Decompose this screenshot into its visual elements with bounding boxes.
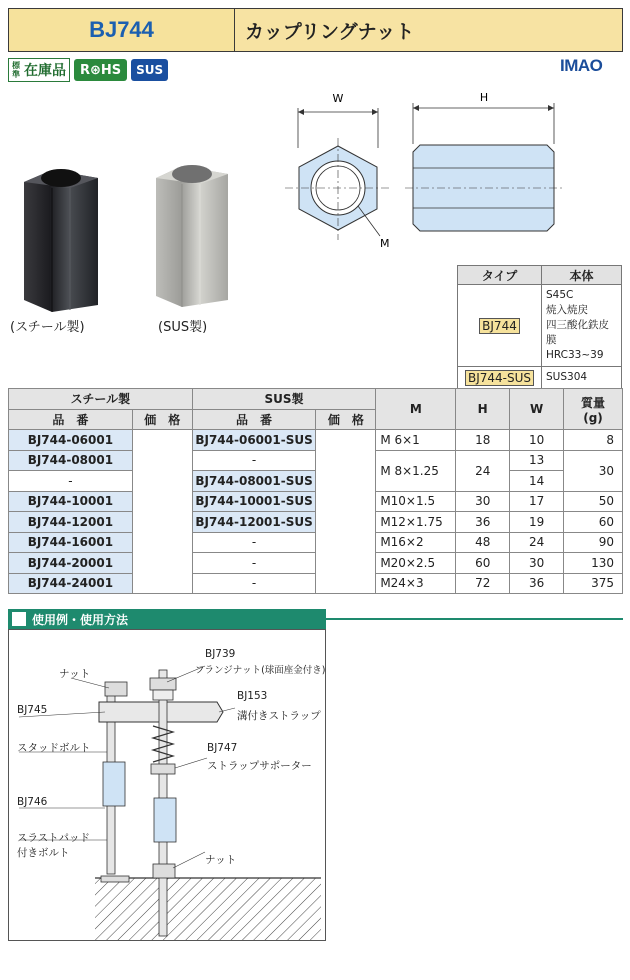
w-value: 36 (510, 573, 564, 594)
w-value: 10 (510, 430, 564, 451)
h-dim-label: H (479, 91, 489, 104)
h-value: 30 (456, 491, 510, 512)
steel-part: BJ744-24001 (9, 573, 133, 594)
col-part-steel: 品 番 (9, 409, 133, 430)
table-row (9, 450, 623, 471)
h-value: 72 (456, 573, 510, 594)
h-value: 18 (456, 430, 510, 451)
usage-diagram-box (8, 629, 326, 941)
m-value: M16×2 (376, 532, 456, 553)
table-row (9, 491, 623, 512)
steel-part: - (9, 471, 133, 492)
label-bj746: BJ746 (17, 796, 48, 808)
mass-unit: (g) (583, 410, 603, 425)
label-bj745: BJ745 (17, 704, 48, 716)
mass-value: 375 (564, 573, 623, 594)
label-nut-top: ナット (59, 668, 91, 680)
material-table (457, 265, 622, 389)
stock-badge-small: 標準 (12, 61, 20, 79)
w-value: 19 (510, 512, 564, 533)
spec-table (8, 388, 623, 594)
steel-part: BJ744-06001 (9, 430, 133, 451)
mass-value: 60 (564, 512, 623, 533)
group-steel-header: スチール製 (9, 389, 193, 410)
sus-part: - (192, 450, 316, 471)
material-type: BJ744 (479, 318, 520, 334)
steel-part: BJ744-12001 (9, 512, 133, 533)
label-thrust-pad-2: 付きボルト (17, 847, 70, 859)
mass-label: 質量 (581, 395, 606, 410)
material-body-line: 焼入焼戻 (546, 304, 588, 316)
m-value: M24×3 (376, 573, 456, 594)
m-value: M12×1.75 (376, 512, 456, 533)
label-bj747: BJ747 (207, 742, 238, 754)
hex-side-view (405, 103, 565, 231)
material-body-line: SUS304 (546, 371, 588, 383)
group-sus-header: SUS製 (192, 389, 376, 410)
w-value: 13 (510, 450, 564, 471)
material-body-line: HRC33~39 (546, 349, 604, 361)
sus-part: BJ744-10001-SUS (192, 491, 316, 512)
h-value: 60 (456, 553, 510, 574)
mass-value: 50 (564, 491, 623, 512)
col-part-sus: 品 番 (192, 409, 316, 430)
w-value: 14 (510, 471, 564, 492)
steel-price-cell (132, 430, 192, 594)
stock-badge-label: 在庫品 (24, 63, 66, 79)
brand-logo: IMAO (560, 56, 603, 75)
section-mark-icon (12, 612, 26, 626)
sus-part: - (192, 532, 316, 553)
sus-nut-photo (156, 165, 228, 307)
sus-part: BJ744-12001-SUS (192, 512, 316, 533)
col-price-sus: 価 格 (316, 409, 376, 430)
h-value: 24 (456, 450, 510, 491)
rohs-badge: R⊛HS (74, 59, 127, 81)
table-row (9, 532, 623, 553)
steel-nut-photo (24, 169, 98, 312)
m-value: M20×2.5 (376, 553, 456, 574)
material-body-line: S45C (546, 289, 574, 301)
steel-photo-label: (スチール製) (10, 320, 85, 335)
material-body-line: 四三酸化鉄皮膜 (546, 319, 609, 346)
col-w-header: W (510, 389, 564, 430)
usage-title-text: 使用例・使用方法 (32, 612, 129, 627)
m-value: M10×1.5 (376, 491, 456, 512)
label-thrust-pad-1: スラストパッド (17, 832, 90, 844)
material-header-body: 本体 (542, 266, 622, 285)
h-value: 36 (456, 512, 510, 533)
col-price-steel: 価 格 (132, 409, 192, 430)
sus-price-cell (316, 430, 376, 594)
label-strap: 溝付きストラップ (237, 710, 321, 722)
m-dim-label: M (380, 237, 390, 250)
label-flange-nut: フランジナット(球面座金付き) (195, 665, 326, 676)
col-m-header: M (376, 389, 456, 430)
stock-badge (8, 58, 70, 82)
m-value: M 8×1.25 (376, 450, 456, 491)
steel-part: BJ744-08001 (9, 450, 133, 471)
w-value: 30 (510, 553, 564, 574)
badge-row (8, 58, 168, 82)
table-row (9, 471, 623, 492)
label-strap-supporter: ストラップサポーター (207, 760, 312, 772)
table-row (9, 512, 623, 533)
h-value: 48 (456, 532, 510, 553)
product-photos (10, 140, 250, 315)
material-header-type: タイプ (458, 266, 542, 285)
usage-diagram (9, 630, 325, 940)
col-mass-header (564, 389, 623, 430)
product-name: カップリングナット (245, 20, 415, 43)
hex-front-view (285, 108, 391, 240)
steel-part: BJ744-16001 (9, 532, 133, 553)
label-bj153: BJ153 (237, 690, 268, 702)
product-code: BJ744 (9, 9, 235, 51)
dimension-drawing (280, 88, 625, 263)
material-type: BJ744-SUS (465, 370, 534, 386)
sus-photo-label: (SUS製) (158, 320, 208, 335)
w-value: 17 (510, 491, 564, 512)
w-dim-label: W (332, 92, 344, 105)
sus-part: BJ744-06001-SUS (192, 430, 316, 451)
steel-part: BJ744-10001 (9, 491, 133, 512)
label-bj739: BJ739 (205, 648, 236, 660)
mass-value: 130 (564, 553, 623, 574)
usage-rule (326, 618, 623, 620)
sus-part: - (192, 553, 316, 574)
table-row (9, 553, 623, 574)
table-row (9, 430, 623, 451)
col-h-header: H (456, 389, 510, 430)
label-nut-bottom: ナット (205, 854, 237, 866)
page-header (8, 8, 623, 52)
mass-value: 30 (564, 450, 623, 491)
m-value: M 6×1 (376, 430, 456, 451)
usage-section-title (8, 609, 326, 629)
sus-part: BJ744-08001-SUS (192, 471, 316, 492)
w-value: 24 (510, 532, 564, 553)
mass-value: 8 (564, 430, 623, 451)
label-stud-bolt: スタッドボルト (17, 742, 91, 754)
table-row (9, 573, 623, 594)
mass-value: 90 (564, 532, 623, 553)
steel-part: BJ744-20001 (9, 553, 133, 574)
sus-badge: SUS (131, 59, 168, 81)
sus-part: - (192, 573, 316, 594)
